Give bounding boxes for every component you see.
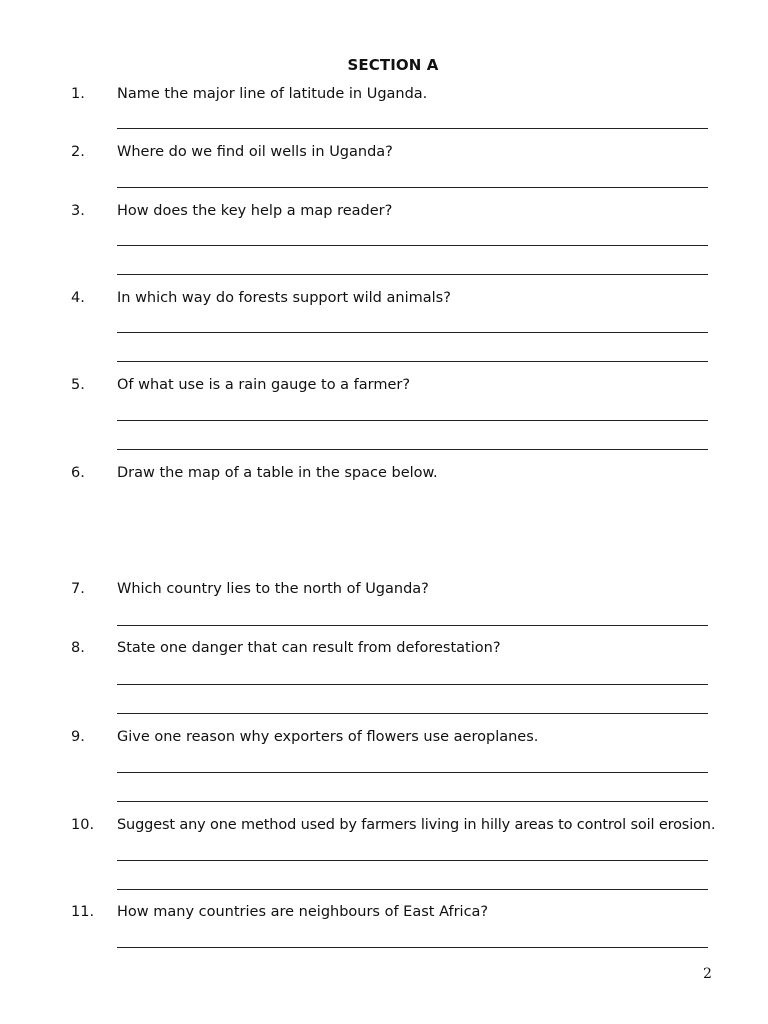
question-text: Suggest any one method used by farmers living in hilly areas to control soil erosion. bbox=[117, 817, 716, 833]
answer-line[interactable] bbox=[117, 713, 708, 714]
page-number: 2 bbox=[703, 966, 712, 982]
section-title: SECTION A bbox=[347, 56, 439, 74]
question-text: In which way do forests support wild animals? bbox=[117, 290, 451, 306]
answer-line[interactable] bbox=[117, 801, 708, 802]
answer-line[interactable] bbox=[117, 684, 708, 685]
drawing-space[interactable] bbox=[117, 490, 708, 570]
question-text: Which country lies to the north of Uganda? bbox=[117, 581, 429, 597]
answer-line[interactable] bbox=[117, 947, 708, 948]
question-number: 6. bbox=[71, 465, 85, 481]
answer-line[interactable] bbox=[117, 772, 708, 773]
answer-line[interactable] bbox=[117, 420, 708, 421]
question-number: 11. bbox=[71, 904, 95, 920]
question-number: 9. bbox=[71, 729, 85, 745]
answer-line[interactable] bbox=[117, 625, 708, 626]
question-text: Draw the map of a table in the space below. bbox=[117, 465, 438, 481]
question-number: 10. bbox=[71, 817, 95, 833]
question-text: Where do we find oil wells in Uganda? bbox=[117, 144, 393, 160]
question-text: How many countries are neighbours of East Africa? bbox=[117, 904, 489, 920]
answer-line[interactable] bbox=[117, 332, 708, 333]
answer-line[interactable] bbox=[117, 128, 708, 129]
question-number: 7. bbox=[71, 581, 85, 597]
answer-line[interactable] bbox=[117, 274, 708, 275]
question-text: Name the major line of latitude in Uganda. bbox=[117, 86, 428, 102]
answer-line[interactable] bbox=[117, 361, 708, 362]
question-number: 5. bbox=[71, 377, 85, 393]
question-number: 8. bbox=[71, 640, 85, 656]
question-text: How does the key help a map reader? bbox=[117, 203, 393, 219]
answer-line[interactable] bbox=[117, 187, 708, 188]
question-number: 1. bbox=[71, 86, 85, 102]
question-text: State one danger that can result from deforestation? bbox=[117, 640, 501, 656]
question-text: Give one reason why exporters of flowers use aeroplanes. bbox=[117, 729, 539, 745]
question-number: 3. bbox=[71, 203, 85, 219]
answer-line[interactable] bbox=[117, 860, 708, 861]
question-text: Of what use is a rain gauge to a farmer? bbox=[117, 377, 411, 393]
question-number: 2. bbox=[71, 144, 85, 160]
answer-line[interactable] bbox=[117, 889, 708, 890]
answer-line[interactable] bbox=[117, 449, 708, 450]
question-number: 4. bbox=[71, 290, 85, 306]
answer-line[interactable] bbox=[117, 245, 708, 246]
